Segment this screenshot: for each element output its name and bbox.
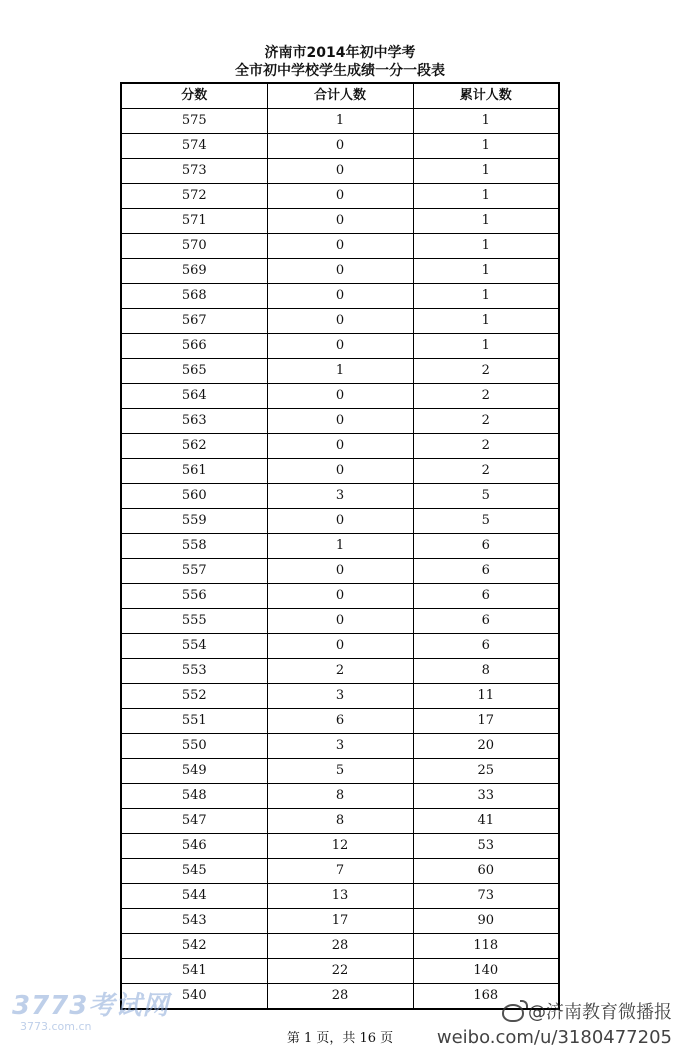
- table-row: [121, 284, 559, 309]
- cell-count: 3: [267, 684, 413, 709]
- table-row: [121, 109, 559, 134]
- cell-count: 0: [267, 584, 413, 609]
- cell-count: 0: [267, 134, 413, 159]
- cell-score: 540: [121, 984, 267, 1010]
- cell-count: 1: [267, 109, 413, 134]
- cell-cumulative: 53: [413, 834, 559, 859]
- cell-cumulative: 168: [413, 984, 559, 1010]
- cell-count: 3: [267, 484, 413, 509]
- cell-score: 551: [121, 709, 267, 734]
- cell-count: 0: [267, 159, 413, 184]
- cell-score: 543: [121, 909, 267, 934]
- table-row: [121, 259, 559, 284]
- cell-score: 554: [121, 634, 267, 659]
- table-row: [121, 609, 559, 634]
- header-score: 分数: [121, 83, 267, 109]
- cell-cumulative: 1: [413, 284, 559, 309]
- cell-count: 1: [267, 359, 413, 384]
- weibo-handle: @济南教育微播报: [528, 1002, 672, 1023]
- cell-cumulative: 6: [413, 534, 559, 559]
- header-cumulative: 累计人数: [413, 83, 559, 109]
- cell-count: 1: [267, 534, 413, 559]
- cell-cumulative: 1: [413, 209, 559, 234]
- table-row: [121, 734, 559, 759]
- cell-count: 0: [267, 309, 413, 334]
- cell-cumulative: 1: [413, 334, 559, 359]
- cell-count: 8: [267, 784, 413, 809]
- cell-count: 0: [267, 559, 413, 584]
- cell-count: 17: [267, 909, 413, 934]
- cell-count: 0: [267, 384, 413, 409]
- cell-count: 0: [267, 434, 413, 459]
- table-row: [121, 559, 559, 584]
- cell-score: 546: [121, 834, 267, 859]
- cell-cumulative: 2: [413, 359, 559, 384]
- cell-cumulative: 118: [413, 934, 559, 959]
- cell-cumulative: 1: [413, 259, 559, 284]
- cell-count: 0: [267, 509, 413, 534]
- score-distribution-table: [120, 82, 560, 1010]
- table-row: [121, 959, 559, 984]
- cell-count: 2: [267, 659, 413, 684]
- cell-score: 571: [121, 209, 267, 234]
- cell-score: 573: [121, 159, 267, 184]
- cell-cumulative: 6: [413, 584, 559, 609]
- table-row: [121, 709, 559, 734]
- cell-count: 28: [267, 934, 413, 959]
- table-row: [121, 684, 559, 709]
- table-row: [121, 334, 559, 359]
- cell-count: 7: [267, 859, 413, 884]
- cell-score: 563: [121, 409, 267, 434]
- table-row: [121, 309, 559, 334]
- cell-score: 541: [121, 959, 267, 984]
- cell-score: 559: [121, 509, 267, 534]
- header-count: 合计人数: [267, 83, 413, 109]
- table-row: [121, 384, 559, 409]
- cell-score: 553: [121, 659, 267, 684]
- cell-count: 0: [267, 209, 413, 234]
- cell-score: 574: [121, 134, 267, 159]
- cell-score: 548: [121, 784, 267, 809]
- cell-cumulative: 60: [413, 859, 559, 884]
- cell-cumulative: 5: [413, 509, 559, 534]
- cell-count: 12: [267, 834, 413, 859]
- cell-count: 3: [267, 734, 413, 759]
- cell-score: 564: [121, 384, 267, 409]
- table-row: [121, 134, 559, 159]
- cell-count: 0: [267, 409, 413, 434]
- cell-count: 5: [267, 759, 413, 784]
- table-body: [121, 109, 559, 1010]
- watermark-3773: [12, 992, 169, 1033]
- table-row: [121, 659, 559, 684]
- cell-score: 557: [121, 559, 267, 584]
- cell-score: 568: [121, 284, 267, 309]
- cell-score: 572: [121, 184, 267, 209]
- cell-cumulative: 1: [413, 134, 559, 159]
- table-row: [121, 909, 559, 934]
- cell-score: 545: [121, 859, 267, 884]
- table-row: [121, 834, 559, 859]
- cell-cumulative: 1: [413, 234, 559, 259]
- weibo-url: weibo.com/u/3180477205: [436, 1027, 672, 1048]
- cell-count: 8: [267, 809, 413, 834]
- cell-count: 28: [267, 984, 413, 1010]
- cell-score: 547: [121, 809, 267, 834]
- table-row: [121, 884, 559, 909]
- cell-cumulative: 73: [413, 884, 559, 909]
- table-row: [121, 409, 559, 434]
- table-row: [121, 934, 559, 959]
- cell-cumulative: 11: [413, 684, 559, 709]
- cell-score: 544: [121, 884, 267, 909]
- cell-cumulative: 33: [413, 784, 559, 809]
- table-row: [121, 759, 559, 784]
- cell-count: 6: [267, 709, 413, 734]
- cell-count: 0: [267, 184, 413, 209]
- cell-cumulative: 2: [413, 384, 559, 409]
- table-row: [121, 634, 559, 659]
- cell-cumulative: 2: [413, 409, 559, 434]
- watermark-brand: 3773考试网: [12, 991, 170, 1021]
- table-row: [121, 509, 559, 534]
- cell-score: 542: [121, 934, 267, 959]
- cell-score: 552: [121, 684, 267, 709]
- table-row: [121, 159, 559, 184]
- cell-cumulative: 1: [413, 109, 559, 134]
- cell-count: 0: [267, 234, 413, 259]
- table-header-row: [121, 83, 559, 109]
- cell-score: 549: [121, 759, 267, 784]
- cell-count: 22: [267, 959, 413, 984]
- cell-cumulative: 2: [413, 459, 559, 484]
- page-footer: 第 1 页，共 16 页: [286, 1031, 394, 1046]
- table-row: [121, 484, 559, 509]
- cell-cumulative: 25: [413, 759, 559, 784]
- cell-score: 562: [121, 434, 267, 459]
- cell-count: 0: [267, 634, 413, 659]
- cell-score: 575: [121, 109, 267, 134]
- cell-cumulative: 1: [413, 159, 559, 184]
- cell-count: 0: [267, 259, 413, 284]
- watermark-weibo: [437, 1000, 672, 1050]
- cell-score: 569: [121, 259, 267, 284]
- document-title: 济南市2014年初中学考: [264, 45, 416, 61]
- cell-count: 13: [267, 884, 413, 909]
- cell-count: 0: [267, 609, 413, 634]
- table-row: [121, 809, 559, 834]
- table-row: [121, 434, 559, 459]
- cell-cumulative: 41: [413, 809, 559, 834]
- watermark-url: 3773.com.cn: [20, 1020, 92, 1033]
- weibo-icon: [502, 1004, 524, 1022]
- cell-cumulative: 1: [413, 309, 559, 334]
- table-row: [121, 584, 559, 609]
- cell-cumulative: 1: [413, 184, 559, 209]
- cell-count: 0: [267, 284, 413, 309]
- cell-cumulative: 5: [413, 484, 559, 509]
- cell-score: 567: [121, 309, 267, 334]
- cell-cumulative: 6: [413, 609, 559, 634]
- cell-cumulative: 6: [413, 559, 559, 584]
- cell-count: 0: [267, 459, 413, 484]
- cell-score: 558: [121, 534, 267, 559]
- cell-cumulative: 8: [413, 659, 559, 684]
- table-row: [121, 859, 559, 884]
- cell-cumulative: 90: [413, 909, 559, 934]
- table-row: [121, 209, 559, 234]
- table-row: [121, 534, 559, 559]
- cell-score: 566: [121, 334, 267, 359]
- cell-score: 560: [121, 484, 267, 509]
- cell-score: 550: [121, 734, 267, 759]
- cell-cumulative: 2: [413, 434, 559, 459]
- cell-score: 555: [121, 609, 267, 634]
- cell-score: 556: [121, 584, 267, 609]
- cell-score: 561: [121, 459, 267, 484]
- document-subtitle: 全市初中学校学生成绩一分一段表: [235, 63, 445, 79]
- cell-score: 565: [121, 359, 267, 384]
- table-row: [121, 234, 559, 259]
- cell-cumulative: 6: [413, 634, 559, 659]
- table-row: [121, 184, 559, 209]
- table-row: [121, 459, 559, 484]
- cell-cumulative: 140: [413, 959, 559, 984]
- cell-cumulative: 17: [413, 709, 559, 734]
- table-row: [121, 359, 559, 384]
- cell-count: 0: [267, 334, 413, 359]
- cell-score: 570: [121, 234, 267, 259]
- table-row: [121, 784, 559, 809]
- cell-cumulative: 20: [413, 734, 559, 759]
